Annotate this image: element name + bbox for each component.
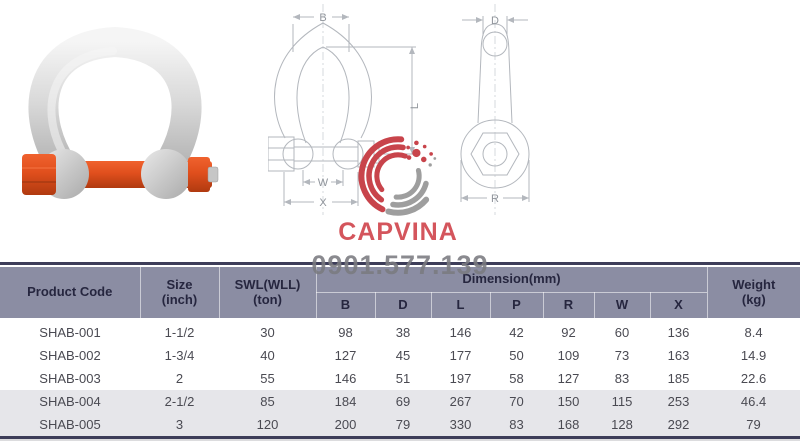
col-header-dim-r: R: [543, 293, 594, 320]
cell-dim-r: 168: [543, 413, 594, 436]
cell-dim-l: 197: [431, 367, 490, 390]
cell-dim-p: 42: [490, 320, 543, 345]
dim-label-w: W: [317, 177, 329, 189]
table-row: [0, 320, 800, 345]
pin-hex-head: [22, 154, 56, 195]
cell-dim-r: 127: [543, 367, 594, 390]
cell-size: 3: [140, 413, 219, 436]
col-header-dim-x: X: [650, 293, 707, 320]
cell-swl: 85: [219, 390, 316, 413]
cell-dim-l: 330: [431, 413, 490, 436]
col-header-dim-l: L: [431, 293, 490, 320]
cell-dim-b: 200: [316, 413, 375, 436]
cell-product-code: SHAB-003: [0, 367, 140, 390]
cell-weight: 79: [707, 413, 800, 436]
col-header-dim-d: D: [375, 293, 431, 320]
table-row: [0, 344, 800, 367]
spec-table-area: [0, 262, 800, 441]
cell-dim-w: 128: [594, 413, 650, 436]
cell-size: 1-3/4: [140, 344, 219, 367]
cell-dim-r: 109: [543, 344, 594, 367]
table-row: [0, 390, 800, 413]
cell-dim-b: 98: [316, 320, 375, 345]
side-body-outline: [481, 24, 512, 123]
col-header-dim-w: W: [594, 293, 650, 320]
cell-dim-l: 177: [431, 344, 490, 367]
capvina-logo-icon: [352, 130, 444, 222]
cell-dim-d: 51: [375, 367, 431, 390]
cell-dim-d: 79: [375, 413, 431, 436]
col-header-weight-line1: Weight: [732, 276, 776, 292]
col-header-size: [140, 267, 219, 320]
shackle-right-ear: [141, 149, 191, 199]
cell-dim-w: 60: [594, 320, 650, 345]
dim-label-d: D: [491, 15, 499, 27]
col-header-dim-b: B: [316, 293, 375, 320]
cell-dim-p: 70: [490, 390, 543, 413]
cell-dim-d: 45: [375, 344, 431, 367]
pin-nut: [188, 157, 210, 192]
cell-dim-d: 69: [375, 390, 431, 413]
arrow: [293, 14, 300, 20]
arrow: [303, 179, 310, 185]
cell-dim-x: 185: [650, 367, 707, 390]
cell-dim-d: 38: [375, 320, 431, 345]
cell-swl: 120: [219, 413, 316, 436]
dim-label-x: X: [319, 197, 327, 209]
cell-product-code: SHAB-002: [0, 344, 140, 367]
cell-dim-x: 253: [650, 390, 707, 413]
dim-label-b: B: [319, 12, 327, 24]
arrow: [461, 195, 468, 201]
cell-dim-p: 50: [490, 344, 543, 367]
cell-swl: 30: [219, 320, 316, 345]
dim-label-r: R: [491, 193, 499, 205]
col-header-product-code: Product Code: [0, 267, 140, 320]
arrow: [476, 17, 483, 23]
cell-weight: 14.9: [707, 344, 800, 367]
cell-dim-l: 146: [431, 320, 490, 345]
logo-dot-cluster: [406, 141, 433, 163]
cell-dim-x: 292: [650, 413, 707, 436]
cell-dim-w: 83: [594, 367, 650, 390]
cell-swl: 55: [219, 367, 316, 390]
cell-dim-b: 184: [316, 390, 375, 413]
arrow: [336, 179, 343, 185]
cell-weight: 8.4: [707, 320, 800, 345]
left-ear-outline: [283, 139, 313, 169]
arrow: [409, 47, 415, 54]
dim-label-l: L: [409, 102, 421, 110]
logo-arc-red-inner: [377, 155, 405, 190]
cell-dim-p: 58: [490, 367, 543, 390]
cell-dim-x: 136: [650, 320, 707, 345]
arrow: [342, 14, 349, 20]
col-header-weight: [707, 267, 800, 320]
cell-size: 1-1/2: [140, 320, 219, 345]
cell-dim-p: 83: [490, 413, 543, 436]
phone-number: 0901.577.139: [311, 250, 489, 280]
col-header-dimension-group: Dimension(mm): [316, 267, 707, 293]
cell-product-code: SHAB-001: [0, 320, 140, 345]
spec-table: [0, 267, 800, 436]
cell-product-code: SHAB-005: [0, 413, 140, 436]
side-view-drawing: [450, 2, 560, 217]
cell-dim-b: 146: [316, 367, 375, 390]
col-header-dim-p: P: [490, 293, 543, 320]
pin-tip: [208, 167, 218, 182]
cell-swl: 40: [219, 344, 316, 367]
table-row: [0, 367, 800, 390]
col-header-swl-line1: SWL(WLL): [234, 276, 301, 292]
cell-size: 2-1/2: [140, 390, 219, 413]
col-header-swl-unit: (ton): [253, 291, 282, 307]
cell-dim-l: 267: [431, 390, 490, 413]
cell-dim-w: 73: [594, 344, 650, 367]
cell-dim-r: 150: [543, 390, 594, 413]
arrow: [507, 17, 514, 23]
cell-product-code: SHAB-004: [0, 390, 140, 413]
logo-arc-gray-inner: [396, 170, 419, 197]
cell-weight: 22.6: [707, 367, 800, 390]
table-row: [0, 413, 800, 436]
col-header-size-line1: Size: [166, 276, 193, 292]
cell-weight: 46.4: [707, 390, 800, 413]
cell-dim-x: 163: [650, 344, 707, 367]
cell-dim-b: 127: [316, 344, 375, 367]
shackle-bow: [43, 42, 186, 166]
brand-name: CAPVINA: [338, 218, 458, 246]
col-header-size-unit: (inch): [161, 291, 198, 307]
cell-dim-r: 92: [543, 320, 594, 345]
arrow: [522, 195, 529, 201]
arrow: [284, 199, 291, 205]
pin-head-outline: [268, 137, 294, 171]
side-body-outline: [478, 55, 481, 123]
logo-dot-cluster-gray: [429, 157, 437, 166]
cell-size: 2: [140, 367, 219, 390]
product-photo: [10, 4, 220, 226]
col-header-weight-unit: (kg): [741, 291, 766, 307]
cell-dim-w: 115: [594, 390, 650, 413]
